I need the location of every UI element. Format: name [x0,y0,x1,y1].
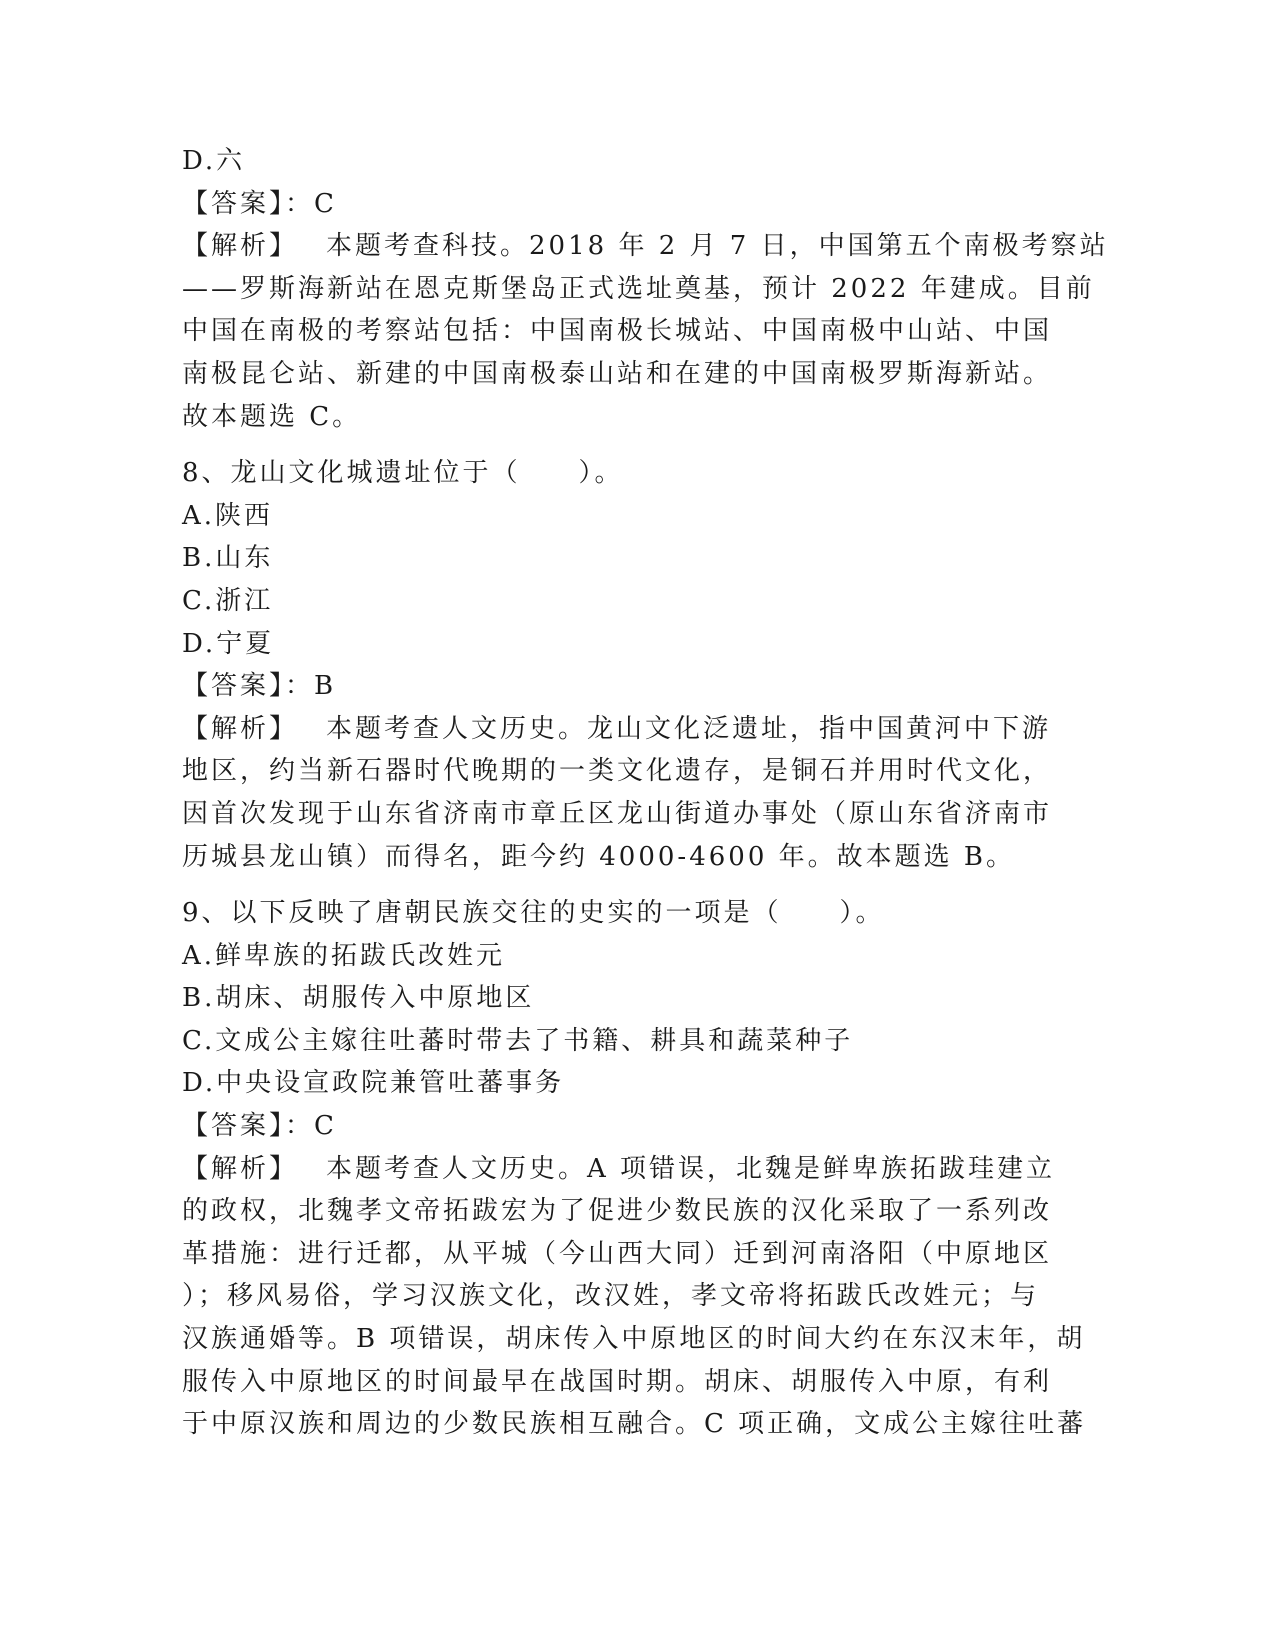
question-text: 9、以下反映了唐朝民族交往的史实的一项是（ ）。 [182,898,885,929]
explain-text: 南极昆仑站、新建的中国南极泰山站和在建的中国南极罗斯海新站。 [182,358,1053,389]
document-page [182,140,1109,1446]
explain-line [182,1148,1082,1191]
answer-line [182,1105,1082,1148]
option-b: B.山东 [182,543,274,574]
option-d: D.中央设宣政院兼管吐蕃事务 [182,1068,565,1099]
answer-line [182,183,1082,226]
option-a: A.鲜卑族的拓跋氏改姓元 [182,940,506,971]
explain-text: 因首次发现于山东省济南市章丘区龙山街道办事处（原山东省济南市 [182,798,1053,829]
explain-text: 故本题选 C。 [182,401,362,432]
option-b: B.胡床、胡服传入中原地区 [182,983,535,1014]
option-c: C.文成公主嫁往吐蕃时带去了书籍、耕具和蔬菜种子 [182,1025,854,1056]
explain-text: 革措施：进行迁都，从平城（今山西大同）迁到河南洛阳（中原地区 [182,1238,1053,1269]
answer-label: 【答案】： [182,188,315,219]
explain-label: 【解析】 [182,1153,299,1184]
explain-text: 服传入中原地区的时间最早在战国时期。胡床、胡服传入中原，有利 [182,1366,1053,1397]
explain-text: 地区，约当新石器时代晚期的一类文化遗存，是铜石并用时代文化， [182,756,1053,787]
answer-label: 【答案】： [182,1111,315,1142]
option-c: C.浙江 [182,585,274,616]
answer-value: C [314,188,337,219]
explain-text: 汉族通婚等。B 项错误，胡床传入中原地区的时间大约在东汉末年，胡 [182,1324,1086,1355]
explain-text: 本题考查科技。2018 年 2 月 7 日，中国第五个南极考察站 [326,231,1109,262]
explain-line [182,225,1109,268]
explain-line [182,708,1082,751]
explain-text: 历城县龙山镇）而得名，距今约 4000-4600 年。故本题选 B。 [182,841,1016,872]
explain-text: 的政权，北魏孝文帝拓跋宏为了促进少数民族的汉化采取了一系列改 [182,1196,1053,1227]
explain-text: 本题考查人文历史。龙山文化泛遗址，指中国黄河中下游 [326,713,1052,744]
explain-label: 【解析】 [182,713,299,744]
question-8 [182,452,1082,878]
option-d: D.六 [182,146,246,176]
question-7-tail [182,140,1109,438]
question-9 [182,892,1087,1446]
explain-text: ——罗斯海新站在恩克斯堡岛正式选址奠基，预计 2022 年建成。目前 [182,273,1095,304]
answer-value: B [314,671,337,702]
option-a: A.陕西 [182,500,274,531]
explain-text: 本题考查人文历史。A 项错误，北魏是鲜卑族拓跋珪建立 [326,1153,1056,1184]
explain-label: 【解析】 [182,231,299,262]
answer-line [182,665,1082,708]
answer-label: 【答案】： [182,671,315,702]
explain-text: 于中原汉族和周边的少数民族相互融合。C 项正确，文成公主嫁往吐蕃 [182,1409,1087,1440]
explain-text: 中国在南极的考察站包括：中国南极长城站、中国南极中山站、中国 [182,316,1053,347]
option-d: D.宁夏 [182,628,275,659]
explain-text: ）；移风易俗，学习汉族文化，改汉姓，孝文帝将拓跋氏改姓元；与 [182,1281,1040,1312]
answer-value: C [314,1111,337,1142]
question-text: 8、龙山文化城遗址位于（ ）。 [182,458,624,489]
